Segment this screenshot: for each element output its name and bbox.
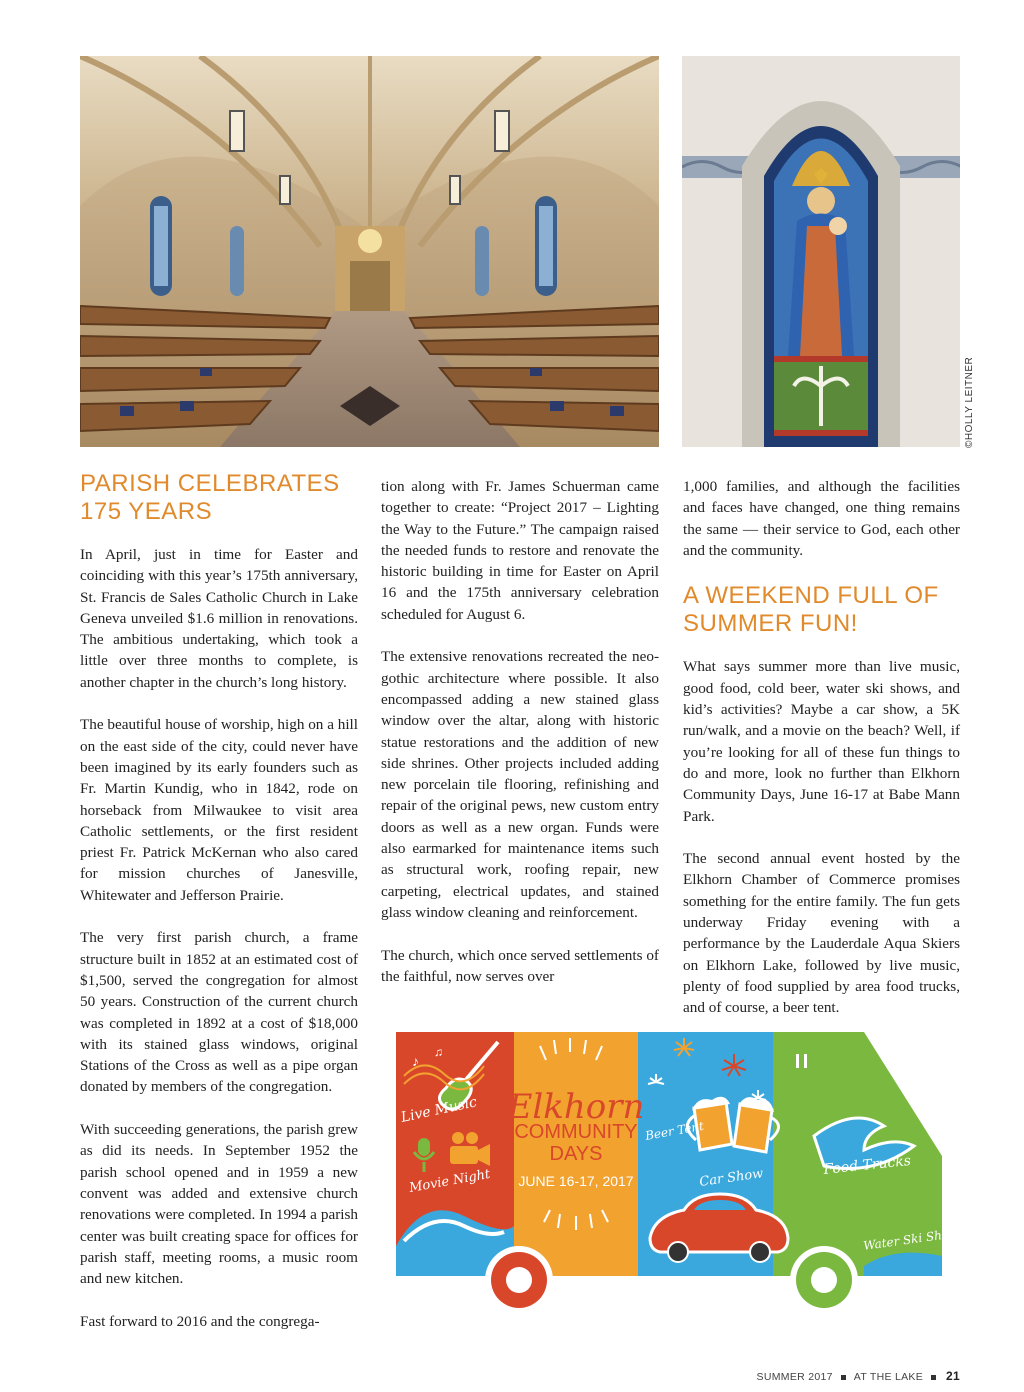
page-number: 21 (946, 1369, 960, 1383)
column-1 (80, 470, 358, 1353)
article-heading-summer: A WEEKEND FULL OF SUMMER FUN! (683, 582, 939, 638)
svg-text:♫: ♫ (434, 1045, 443, 1059)
label-beer-tent: Beer Tent (644, 1118, 705, 1143)
stained-glass-photo (682, 56, 960, 447)
footer-issue: SUMMER 2017 (756, 1371, 833, 1383)
paragraph: The beautiful house of worship, high on a hill on the east side of the city, could never have been imagined by its early founders such as Fr. Martin Kundig, who in 1842, rode on horseback from Milwaukee to visit area Catholic settlements, or the first resident priest Fr. Patrick McKernan who also cared for mission churches of Janesville, Whitewater and Jefferson Prairie. (80, 716, 358, 904)
separator-square-icon (841, 1375, 846, 1380)
truck-title-line2: DAYS (549, 1143, 603, 1165)
paragraph: 1,000 families, and although the facilities and faces have changed, one thing remains the same — their service to God, each other and the community. (683, 478, 960, 559)
footer-magazine: AT THE LAKE (853, 1371, 924, 1383)
paragraph: The church, which once served settlements of the faithful, now serves over (381, 946, 659, 985)
separator-square-icon (931, 1375, 936, 1380)
truck-wheel-icon (485, 1246, 553, 1314)
article-heading-parish: PARISH CELEBRATES 175 YEARS (80, 470, 340, 525)
truck-dates: JUNE 16-17, 2017 (518, 1173, 634, 1189)
label-movie-night: Movie Night (408, 1166, 492, 1196)
truck-wheel-icon (790, 1246, 858, 1314)
label-food-trucks: Food Trucks (822, 1152, 912, 1178)
photo-credit: ©HOLLY LEITNER (964, 356, 975, 448)
label-live-music: Live Music (399, 1094, 479, 1126)
paragraph: tion along with Fr. James Schuerman came together to create: “Project 2017 – Lighting the Way to the Future.” The campaign raised the needed funds to restore and renovate the historic building in time for Easter on April 16 and the 175th anniversary celebration scheduled for August 6. (381, 478, 659, 623)
page-footer (757, 1369, 960, 1383)
paragraph: In April, just in time for Easter and coinciding with this year’s 175th anniversary, St. Francis de Sales Catholic Church in Lake Geneva unveiled $1.6 million in renovations. The ambitious undertaking, which took a little over three months to complete, is another chapter in the church’s long history. (80, 546, 358, 691)
column-3 (683, 476, 960, 1040)
column-2 (381, 476, 659, 1008)
truck-title-script: Elkhorn (507, 1087, 645, 1127)
paragraph: With succeeding generations, the parish grew as did its needs. In September 1952 the parish school opened and in 1959 a new convent was added and extensive church renovations were completed. In 1994 a parish center was built creating space for offices for parish staff, meeting rooms, a music room and new kitchen. (80, 1121, 358, 1288)
svg-text:♪: ♪ (412, 1055, 419, 1070)
paragraph: What says summer more than live music, good food, cold beer, water ski shows, and kid’s activities? Maybe a car show, a 5K run/walk, and a movie on the beach? Well, if you’re looking for all of these fun things to do and more, look no further than Elkhorn Community Days, June 16-17 at Babe Mann Park. (683, 658, 960, 825)
paragraph: The second annual event hosted by the Elkhorn Chamber of Commerce promises something for the entire family. The fun gets underway Friday evening with a performance by the Lauderdale Aqua Skiers on Elkhorn Lake, followed by live music, plenty of food supplied by area food trucks, and of course, a beer tent. (683, 850, 960, 1017)
elkhorn-community-days-truck-illustration (394, 1026, 966, 1318)
paragraph: Fast forward to 2016 and the congrega- (80, 1312, 320, 1330)
paragraph: The very first parish church, a frame structure built in 1852 at an estimated cost of $1,500, served the congregation for almost 50 years. Construction of the current church was completed in 1892 at a cost of $18,000 with its stained glass windows, original Stations of the Cross as well as a pipe organ donated by members of the congregation. (80, 929, 358, 1096)
paragraph: The extensive renovations recreated the neo-gothic architecture where possible. It also encompassed adding a new stained glass window over the altar, along with historic statue restorations and the addition of new side shrines. Other projects included adding new porcelain tile flooring, refinishing and repair of the original pews, new custom entry doors as well as a new organ. Funds were also earmarked for maintenance items such as structural work, roofing repair, new carpeting, electrical updates, and stained glass window cleaning and reinforcement. (381, 648, 659, 921)
church-interior-photo (80, 56, 659, 447)
truck-title-line1: COMMUNITY (514, 1121, 638, 1143)
label-car-show: Car Show (698, 1166, 765, 1190)
label-water-ski-show: Water Ski Show (862, 1225, 960, 1253)
